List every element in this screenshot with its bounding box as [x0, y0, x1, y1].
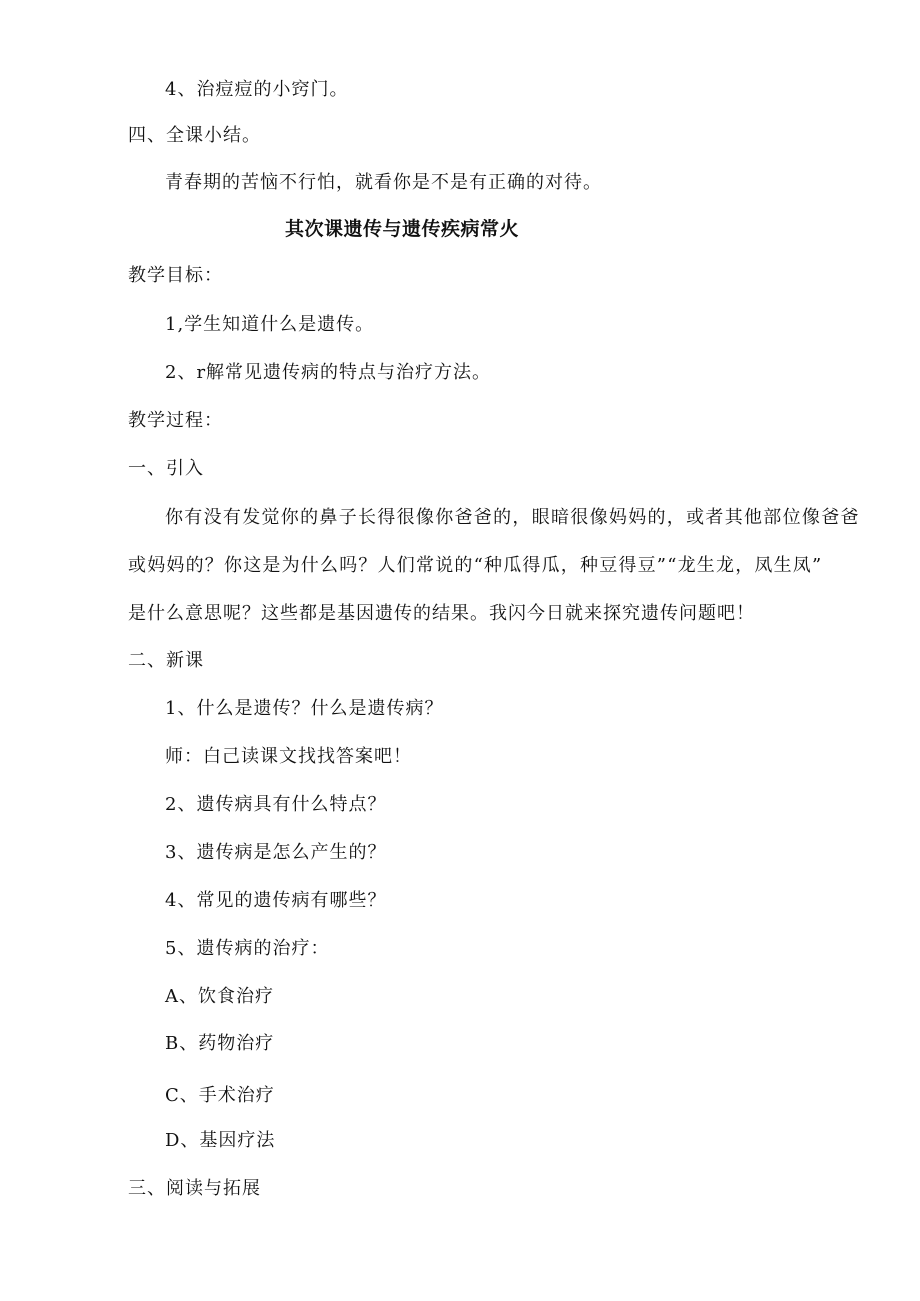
paragraph-line: 你有没有发觉你的鼻子长得很像你爸爸的，眼暗很像妈妈的，或者其他部位像爸爸 — [165, 507, 860, 528]
section-heading: 四、全课小结。 — [128, 125, 261, 146]
list-item: 5、遗传病的治疗： — [165, 938, 330, 959]
section-label: 教学过程： — [128, 410, 223, 431]
section-heading: 三、阅读与拓展 — [128, 1178, 261, 1199]
list-item: 4、治痘痘的小窍门。 — [165, 79, 349, 100]
section-heading: 一、引入 — [128, 458, 204, 479]
lesson-title: 其次课遗传与遗传疾病常火 — [285, 218, 520, 240]
list-item: 1、什么是遗传？什么是遗传病？ — [165, 698, 444, 719]
paragraph: 师：白己读课文找找答案吧！ — [165, 746, 412, 767]
list-item: 3、遗传病是怎么产生的？ — [165, 842, 387, 863]
paragraph-line: 或妈妈的？你这是为什么吗？人们常说的“种瓜得瓜，种豆得豆”“龙生龙，凤生凤” — [128, 555, 823, 576]
list-item: B、药物治疗 — [165, 1033, 275, 1054]
list-item: 2、遗传病具有什么特点？ — [165, 794, 387, 815]
list-item: A、饮食治疗 — [165, 986, 274, 1007]
paragraph: 青春期的苦恼不行怕，就看你是不是有正确的对待。 — [165, 172, 602, 193]
section-label: 教学目标： — [128, 265, 223, 286]
paragraph-line: 是什么意思呢？这些都是基因遗传的结果。我闪今日就来探究遗传问题吧！ — [128, 603, 755, 624]
section-heading: 二、新课 — [128, 650, 204, 671]
list-item: 1,学生知道什么是遗传。 — [165, 314, 375, 335]
list-item: 2、r解常见遗传病的特点与治疗方法。 — [165, 362, 492, 383]
list-item: 4、常见的遗传病有哪些？ — [165, 890, 387, 911]
list-item: D、基因疗法 — [165, 1130, 276, 1151]
list-item: C、手术治疗 — [165, 1085, 275, 1106]
